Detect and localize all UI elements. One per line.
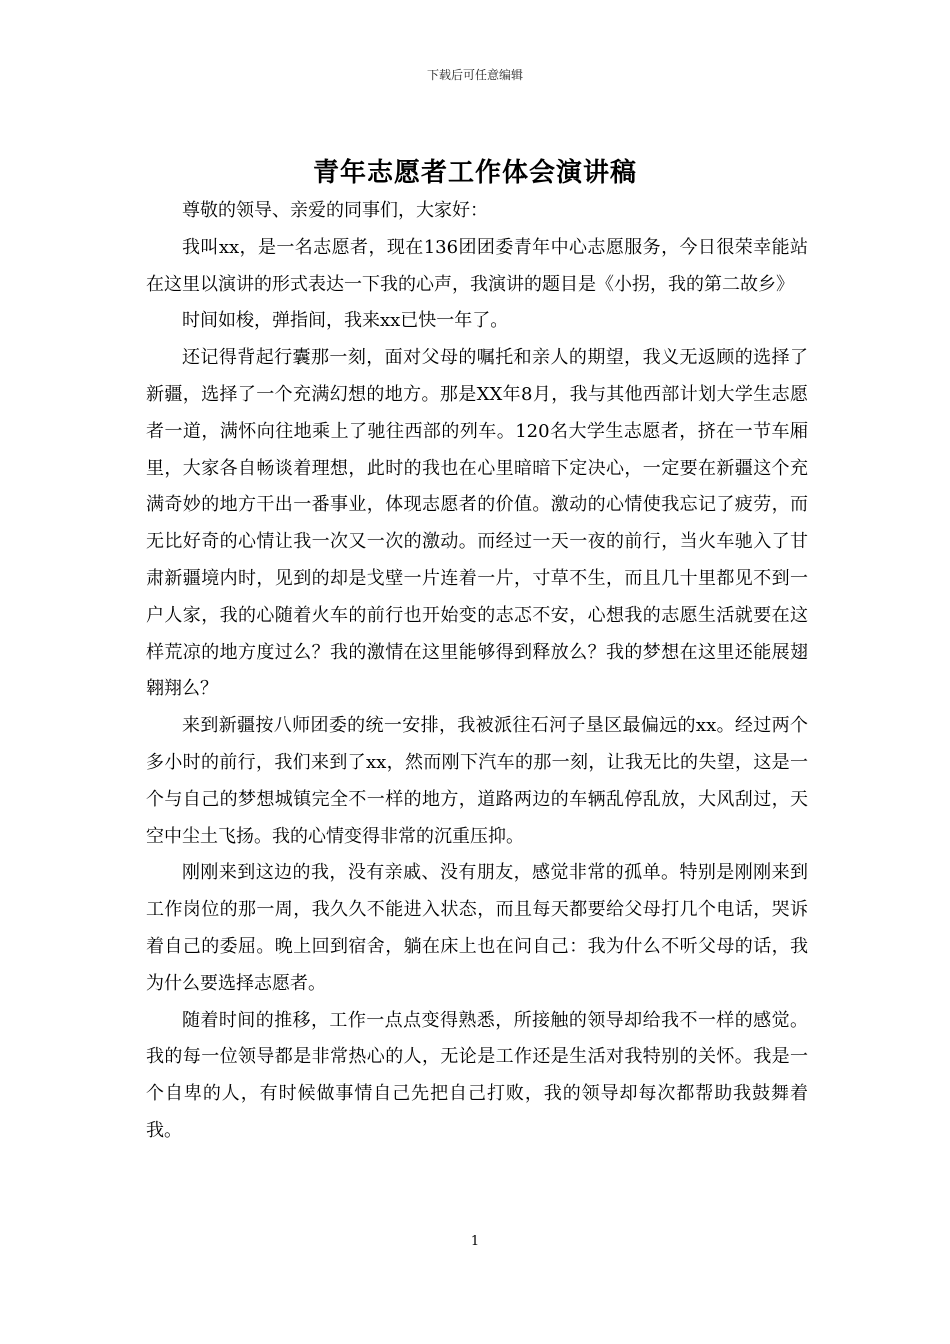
paragraph-arrival: 来到新疆按八师团委的统一安排，我被派往石河子垦区最偏远的xx。经过两个多小时的前行，我们来到了xx，然而刚下汽车的那一刻，让我无比的失望，这是一个与自己的梦想城镇完全不一样的地方，道路两边的车辆乱停乱放，大风刮过，天空中尘土飞扬。我的心情变得非常的沉重压抑。 (146, 715, 808, 847)
paragraph-time: 时间如梭，弹指间，我来xx已快一年了。 (182, 310, 509, 332)
paragraph-loneliness: 刚刚来到这边的我，没有亲戚、没有朋友，感觉非常的孤单。特别是刚刚来到工作岗位的那一周，我久久不能进入状态，而且每天都要给父母打几个电话，哭诉着自己的委屈。晚上回到宿舍，躺在床上也在问自己：我为什么不听父母的话，我为什么要选择志愿者。 (146, 862, 808, 994)
page-number: 1 (470, 1234, 480, 1249)
header-note: 下载后可任意编辑 (426, 68, 523, 82)
paragraph-greeting: 尊敬的领导、亲爱的同事们，大家好： (182, 200, 488, 221)
paragraph-leaders: 随着时间的推移，工作一点点变得熟悉，所接触的领导却给我不一样的感觉。我的每一位领导都是非常热心的人，无论是工作还是生活对我特别的关怀。我是一个自卑的人，有时候做事情自己先把自己打败，我的领导却每次都帮助我鼓舞着我。 (146, 1009, 808, 1141)
document-title: 青年志愿者工作体会演讲稿 (312, 158, 637, 188)
paragraph-introduction: 我叫xx，是一名志愿者，现在136团团委青年中心志愿服务，今日很荣幸能站在这里以演讲的形式表达一下我的心声，我演讲的题目是《小拐，我的第二故乡》 (146, 236, 808, 295)
document-body (146, 193, 808, 1150)
paragraph-journey: 还记得背起行囊那一刻，面对父母的嘱托和亲人的期望，我义无返顾的选择了新疆，选择了一个充满幻想的地方。那是XX年8月，我与其他西部计划大学生志愿者一道，满怀向往地乘上了驰往西部的列车。120名大学生志愿者，挤在一节车厢里，大家各自畅谈着理想，此时的我也在心里暗暗下定决心，一定要在新疆这个充满奇妙的地方干出一番事业，体现志愿者的价值。激动的心情使我忘记了疲劳，而无比好奇的心情让我一次又一次的激动。而经过一天一夜的前行，当火车驰入了甘肃新疆境内时，见到的却是戈壁一片连着一片，寸草不生，而且几十里都见不到一户人家，我的心随着火车的前行也开始变的志忑不安，心想我的志愿生活就要在这样荒凉的地方度过么？我的激情在这里能够得到释放么？我的梦想在这里还能展翅翱翔么？ (146, 347, 808, 700)
